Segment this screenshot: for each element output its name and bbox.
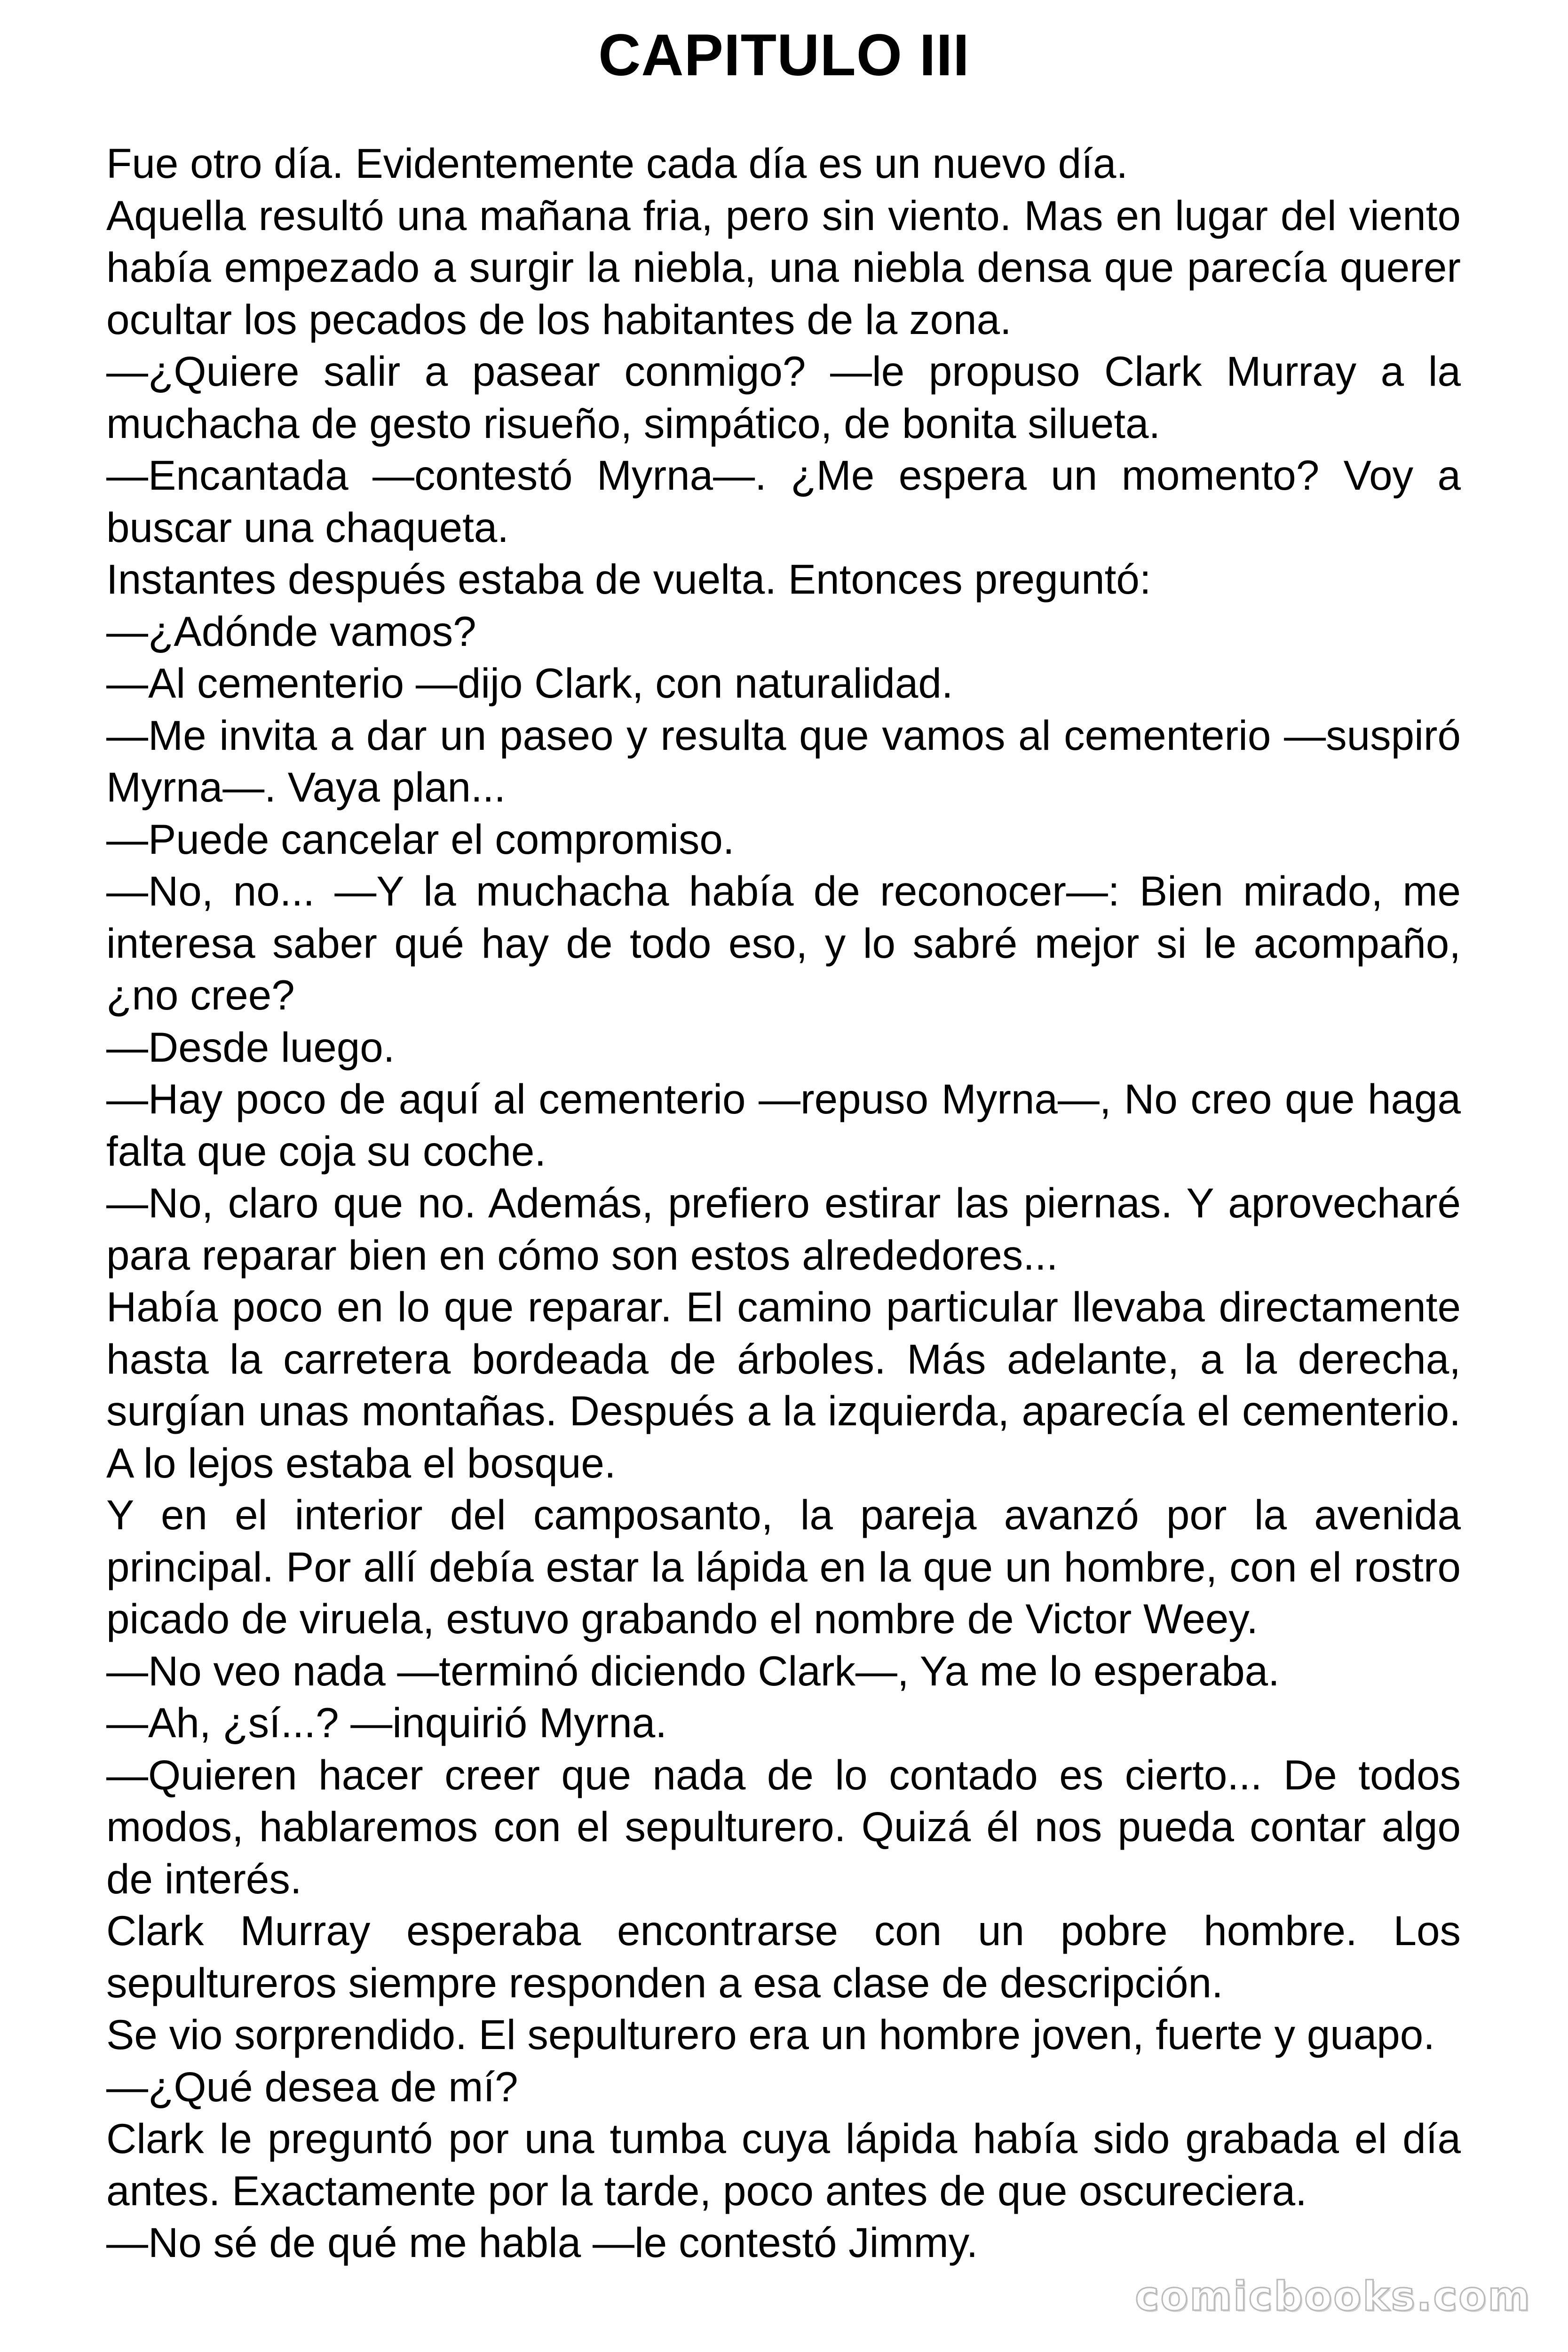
watermark-logo: comicbooks.com <box>1135 2273 1531 2320</box>
paragraph: —¿Qué desea de mí? <box>106 2063 518 2110</box>
paragraph: —Desde luego. <box>106 1023 395 1071</box>
paragraph: Clark le preguntó por una tumba cuya lápida había sido grabada el día antes. Exactamente por la tarde, poco antes de que oscureciera. <box>106 2115 1461 2214</box>
chapter-title: CAPITULO III <box>598 23 970 88</box>
paragraph: Instantes después estaba de vuelta. Entonces preguntó: <box>106 556 1151 603</box>
paragraph: Y en el interior del camposanto, la pareja avanzó por la avenida principal. Por allí debía estar la lápida en la que un hombre, con el rostro picado de viruela, estuvo grabando el nombre de Victor Weey. <box>106 1491 1461 1642</box>
paragraph: —No veo nada —terminó diciendo Clark—, Ya me lo esperaba. <box>106 1647 1280 1694</box>
paragraph: —No sé de qué me habla —le contestó Jimmy. <box>106 2219 978 2266</box>
chapter-body <box>106 137 1461 2269</box>
paragraph: —Me invita a dar un paseo y resulta que vamos al cementerio —suspiró Myrna—. Vaya plan... <box>106 711 1461 810</box>
paragraph: Se vio sorprendido. El sepulturero era un hombre joven, fuerte y guapo. <box>106 2011 1435 2058</box>
paragraph: —Al cementerio —dijo Clark, con naturalidad. <box>106 660 953 707</box>
paragraph: —Puede cancelar el compromiso. <box>106 815 735 863</box>
paragraph: —Hay poco de aquí al cementerio —repuso Myrna—, No creo que haga falta que coja su coche. <box>106 1075 1461 1175</box>
paragraph: —Encantada —contestó Myrna—. ¿Me espera un momento? Voy a buscar una chaqueta. <box>106 452 1461 551</box>
paragraph: —¿Quiere salir a pasear conmigo? —le propuso Clark Murray a la muchacha de gesto risueño, simpático, de bonita silueta. <box>106 348 1461 447</box>
paragraph: Fue otro día. Evidentemente cada día es un nuevo día. <box>106 140 1128 187</box>
paragraph: Clark Murray esperaba encontrarse con un pobre hombre. Los sepultureros siempre responden a esa clase de descripción. <box>106 1907 1461 2006</box>
paragraph: Aquella resultó una mañana fria, pero sin viento. Mas en lugar del viento había empezado a surgir la niebla, una niebla densa que parecía querer ocultar los pecados de los habitantes de la zona. <box>106 191 1461 343</box>
paragraph: —No, no... —Y la muchacha había de reconocer—: Bien mirado, me interesa saber qué hay de todo eso, y lo sabré mejor si le acompaño, ¿no cree? <box>106 867 1461 1018</box>
paragraph: —¿Adónde vamos? <box>106 607 476 655</box>
paragraph: Había poco en lo que reparar. El camino particular llevaba directamente hasta la carretera bordeada de árboles. Más adelante, a la derecha, surgían unas montañas. Después a la izquierda, aparecía el cementerio. A lo lejos estaba el bosque. <box>106 1283 1461 1486</box>
paragraph: —No, claro que no. Además, prefiero estirar las piernas. Y aprovecharé para reparar bien en cómo son estos alrededores... <box>106 1179 1461 1279</box>
paragraph: —Quieren hacer creer que nada de lo contado es cierto... De todos modos, hablaremos con el sepulturero. Quizá él nos pueda contar algo de interés. <box>106 1751 1461 1902</box>
paragraph: —Ah, ¿sí...? —inquirió Myrna. <box>106 1699 667 1746</box>
